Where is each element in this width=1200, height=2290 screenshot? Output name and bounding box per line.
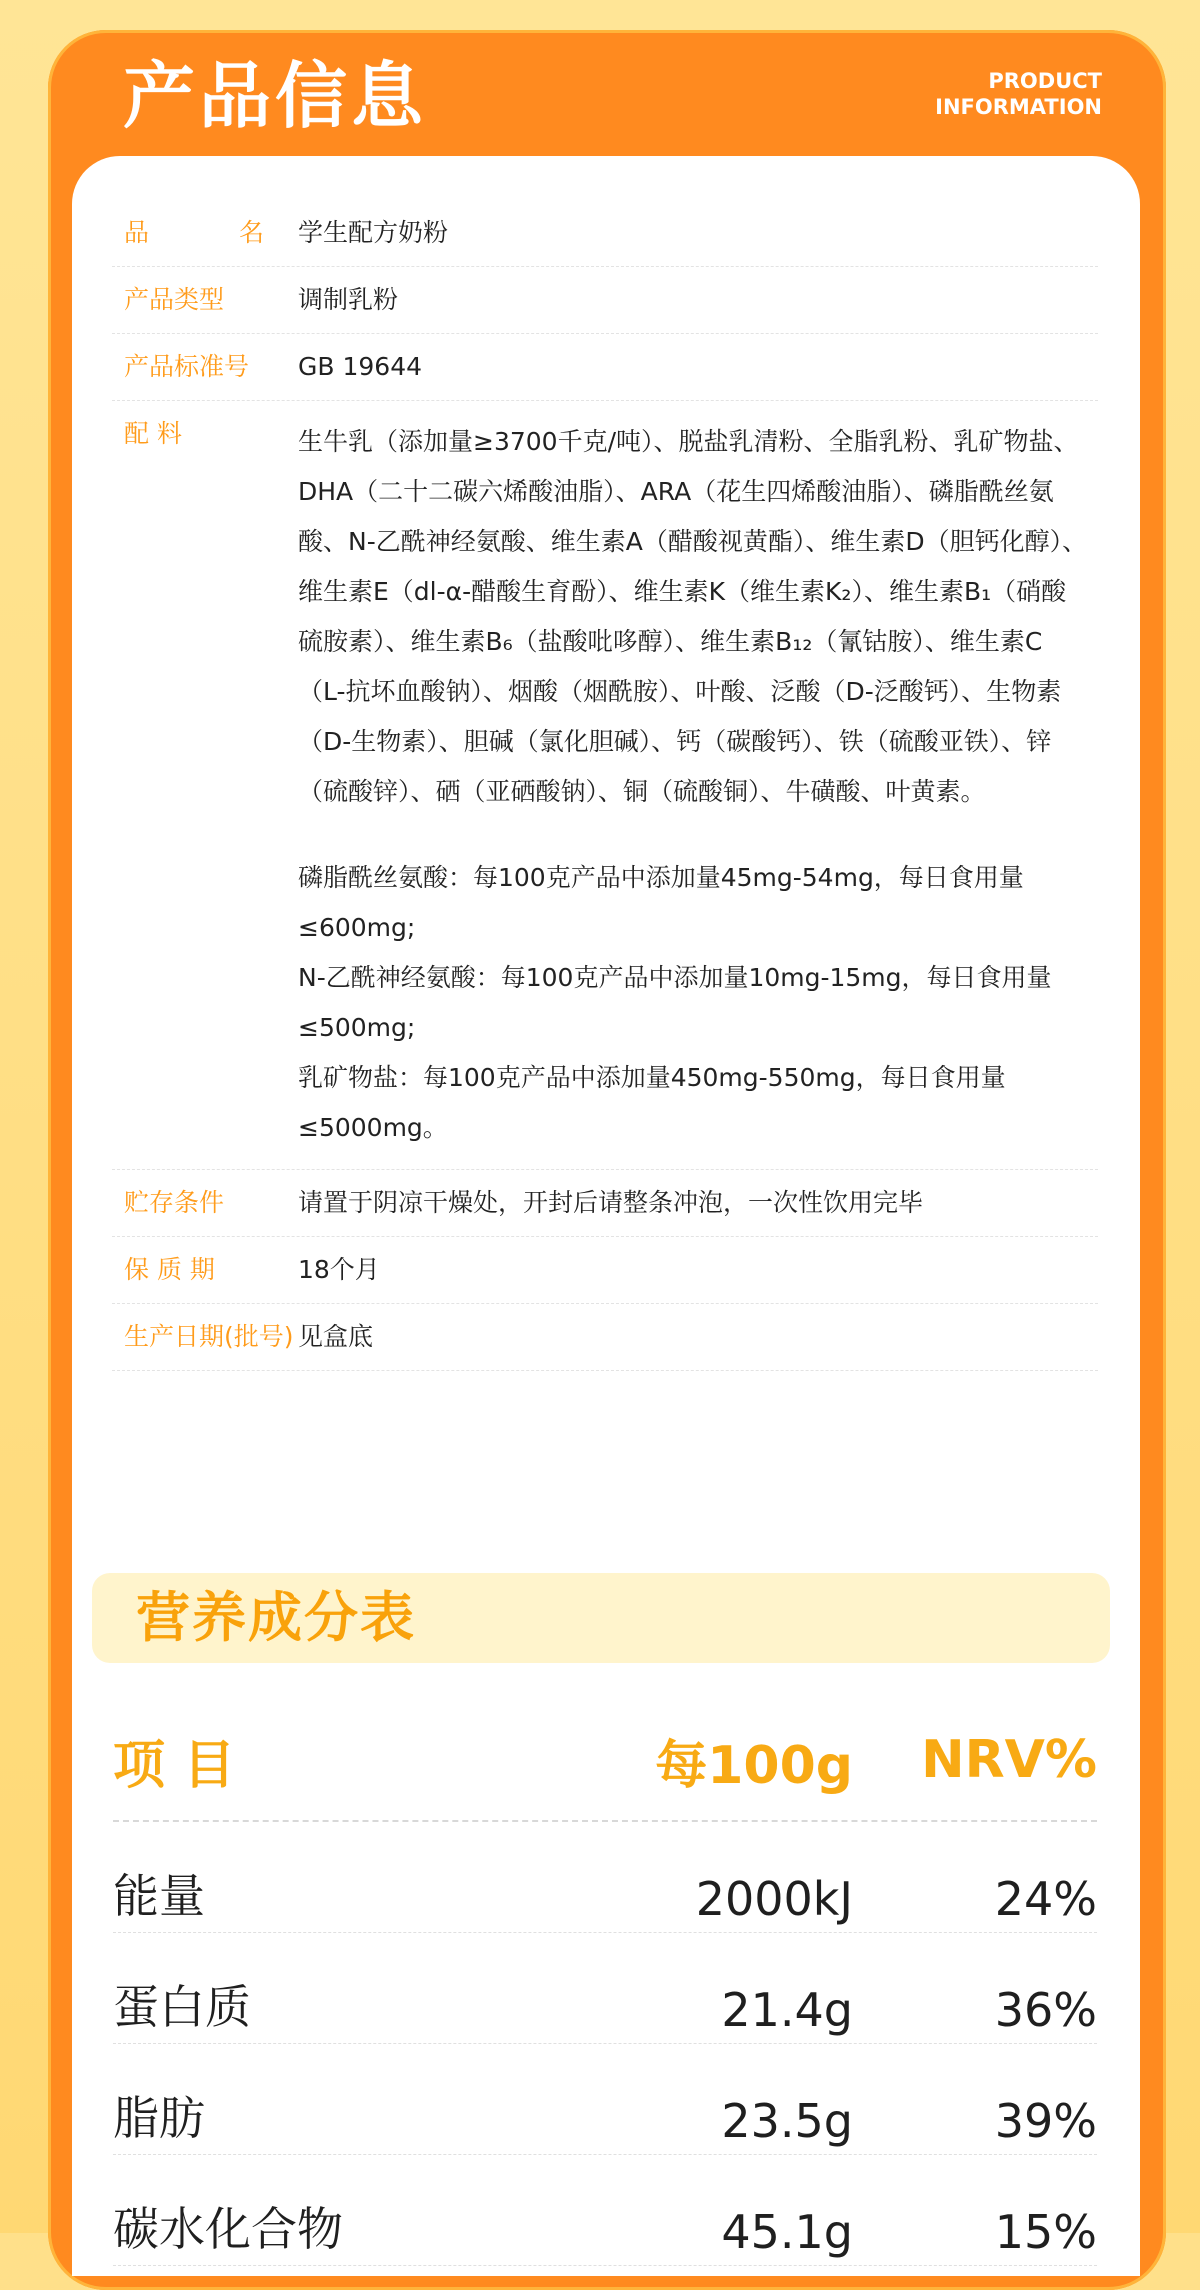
page-title: 产品信息 — [123, 54, 428, 138]
note-milk-mineral: 乳矿物盐：每100克产品中添加量450mg-550mg，每日食用量≤5000mg。 — [298, 1063, 1006, 1142]
row-per100: 21.4g — [721, 1983, 853, 2037]
info-value-shelf: 18个月 — [298, 1255, 380, 1284]
info-row-name — [112, 200, 1098, 267]
info-label-date: 生产日期(批号) — [124, 1322, 294, 1351]
info-row-type — [112, 267, 1098, 334]
info-label-shelf: 保 质 期 — [124, 1255, 215, 1284]
nutrition-table — [113, 1700, 1097, 2266]
info-label-ingredients: 配 料 — [124, 419, 182, 448]
table-row — [113, 2044, 1097, 2155]
row-item: 碳水化合物 — [113, 2202, 343, 2256]
row-nrv: 36% — [994, 1983, 1097, 2037]
row-nrv: 15% — [994, 2205, 1097, 2259]
row-item: 能量 — [113, 1869, 205, 1923]
row-item: 蛋白质 — [113, 1980, 251, 2034]
header-item: 项 目 — [113, 1735, 236, 1796]
page-subtitle-en: PRODUCT INFORMATION — [935, 69, 1102, 119]
row-per100: 23.5g — [721, 2094, 853, 2148]
info-label-type: 产品类型 — [124, 285, 225, 314]
table-row — [113, 1933, 1097, 2044]
table-row — [113, 1822, 1097, 1933]
nutrition-table-header — [113, 1700, 1097, 1822]
info-label-storage: 贮存条件 — [124, 1188, 225, 1217]
info-label-name — [112, 200, 298, 266]
header-nrv: NRV% — [921, 1730, 1097, 1790]
info-row-ingredients — [112, 401, 1098, 1170]
info-value-type: 调制乳粉 — [298, 285, 399, 314]
nutrition-title: 营养成分表 — [136, 1586, 416, 1649]
info-row-standard — [112, 334, 1098, 401]
ingredients-text: 生牛乳（添加量≥3700千克/吨）、脱盐乳清粉、全脂乳粉、乳矿物盐、DHA（二十二碳六烯酸油脂）、ARA（花生四烯酸油脂）、磷脂酰丝氨酸、N-乙酰神经氨酸、维生素A（醋酸视黄酯）、维生素D（胆钙化醇）、维生素E（dl-α-醋酸生育酚）、维生素K（维生素K₂）、维生素B₁（硝酸硫胺素）、维生素B₆（盐酸吡哆醇）、维生素B₁₂（氰钴胺）、维生素C（L-抗坏血酸钠）、烟酸（烟酰胺）、叶酸、泛酸（D-泛酸钙）、生物素（D-生物素）、胆碱（氯化胆碱）、钙（碳酸钙）、铁（硫酸亚铁）、锌（硫酸锌）、硒（亚硒酸钠）、铜（硫酸铜）、牛磺酸、叶黄素。 — [298, 427, 1088, 806]
info-row-shelf — [112, 1237, 1098, 1304]
row-per100: 45.1g — [721, 2205, 853, 2259]
table-row — [113, 2155, 1097, 2266]
info-value-storage: 请置于阴凉干燥处，开封后请整条冲泡，一次性饮用完毕 — [298, 1188, 924, 1217]
row-nrv: 24% — [994, 1872, 1097, 1926]
label-name-text: 品 名 — [124, 218, 264, 247]
header-per100: 每100g — [655, 1735, 853, 1796]
note-phosphatidylserine: 磷脂酰丝氨酸：每100克产品中添加量45mg-54mg，每日食用量≤600mg; — [298, 863, 1024, 942]
note-neu5ac: N-乙酰神经氨酸：每100克产品中添加量10mg-15mg，每日食用量≤500mg; — [298, 963, 1052, 1042]
row-per100: 2000kJ — [695, 1872, 853, 1926]
info-value-name: 学生配方奶粉 — [298, 218, 449, 247]
info-row-date — [112, 1304, 1098, 1371]
info-value-date: 见盒底 — [298, 1322, 374, 1351]
row-item: 脂肪 — [113, 2091, 205, 2145]
info-row-storage — [112, 1170, 1098, 1237]
ingredients-spacer — [298, 817, 1088, 853]
product-info-table — [112, 200, 1098, 1371]
info-value-ingredients — [298, 401, 1098, 1169]
row-nrv: 39% — [994, 2094, 1097, 2148]
info-value-standard: GB 19644 — [298, 352, 422, 381]
info-label-standard: 产品标准号 — [124, 352, 250, 381]
